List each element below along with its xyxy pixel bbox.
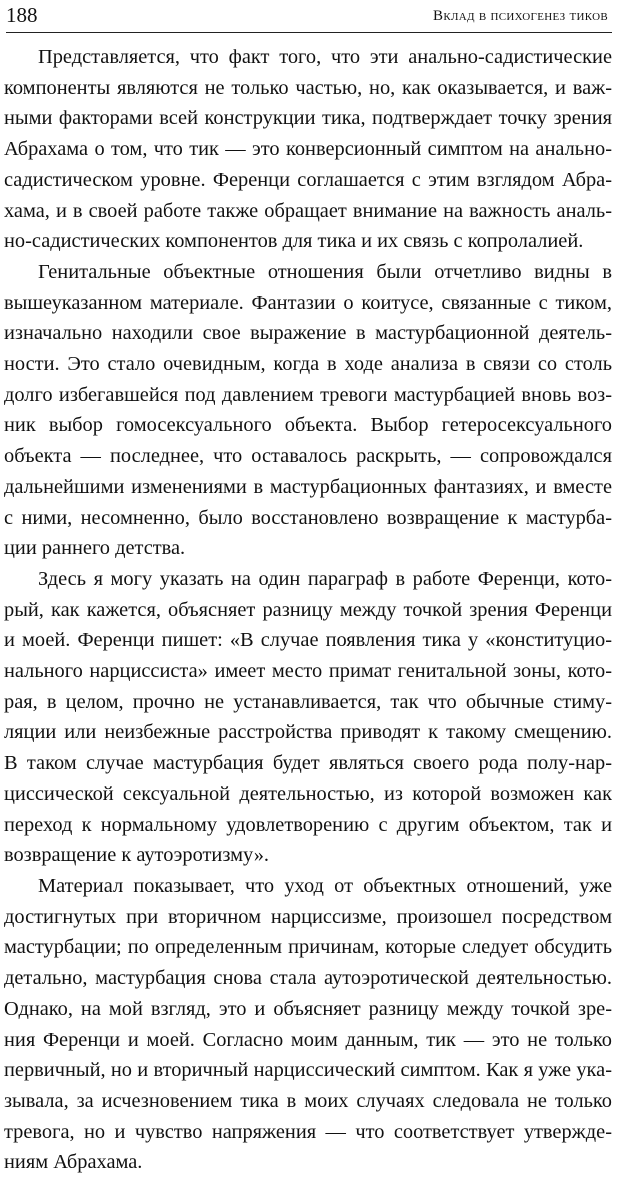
text-line: рый, как кажется, объясняет разницу между точкой зрения Ференци [4,598,612,621]
text-line: зывала, за исчезновением тика в моих случаях следовала не только [4,1089,612,1112]
text-line: В таком случае мастурбация будет являться своего рода полу-нар- [4,752,612,775]
paragraph [4,42,612,257]
text-line: Представляется, что факт того, что эти анально-садистические [38,46,612,68]
text-line: достигнутых при вторичном нарциссизме, произошел посредством [4,905,612,928]
text-line: Абрахама о том, что тик — это конверсионный симптом на анально- [4,138,612,161]
text-line: изначально находили свое выражение в мастурбационной деятель- [4,322,612,345]
page-header [6,2,612,33]
text-line: Здесь я могу указать на один параграф в работе Ференци, кото- [38,567,612,590]
text-line: но-садистических компонентов для тика и их связь с копролалией. [4,230,584,253]
text-line: детально, мастурбация снова стала аутоэротической деятельностью. [4,967,612,990]
text-line: и моей. Ференци пишет: «В случае появления тика у «конституцио- [4,629,612,652]
text-line: вышеуказанном материале. Фантазии о коитусе, связанные с тиком, [4,291,612,314]
text-line: тревога, но и чувство напряжения — что соответствует утвержде- [4,1120,612,1143]
text-line: мастурбации; по определенным причинам, которые следует обсудить [4,936,612,959]
body-text [4,42,612,1178]
text-line: ции раннего детства. [4,537,186,560]
text-line: первичный, но и вторичный нарциссический симптом. Как я уже ука- [4,1059,612,1082]
text-line: Генитальные объектные отношения были отчетливо видны в [38,260,612,283]
paragraph [4,564,612,871]
text-line: долго избегавшейся под давлением тревоги мастурбацией вновь воз- [4,383,612,406]
text-line: дальнейшими изменениями в мастурбационных фантазиях, и вместе [4,475,612,498]
text-line: ными факторами всей конструкции тика, подтверждает точку зрения [4,107,612,130]
page-number: 188 [6,3,38,27]
text-line: ляции или неизбежные расстройства приводят к такому смещению. [4,721,612,744]
text-line: возвращение к аутоэротизму». [4,844,269,867]
text-line: нального нарциссиста» имеет место примат генитальной зоны, кото- [4,660,612,683]
paragraph [4,257,612,564]
text-line: ния Ференци и моей. Согласно моим данным, тик — это не только [4,1028,612,1051]
text-line: садистическом уровне. Ференци соглашается с этим взглядом Абра- [4,168,612,191]
paragraph [4,871,612,1178]
text-line: циссической сексуальной деятельностью, из которой возможен как [4,782,612,805]
text-line: ности. Это стало очевидным, когда в ходе анализа в связи со столь [4,353,612,376]
text-line: хама, и в своей работе также обращает внимание на важность аналь- [4,199,612,222]
text-line: объекта — последнее, что оставалось раскрыть, — сопровождался [4,445,612,468]
text-line: Материал показывает, что уход от объектных отношений, уже [38,874,612,897]
text-line: переход к нормальному удовлетворению с другим объектом, так и [4,813,612,836]
text-line: Однако, на мой взгляд, это и объясняет разницу между точкой зре- [4,997,612,1020]
text-line: ник выбор гомосексуального объекта. Выбор гетеросексуального [4,414,612,437]
text-line: компоненты являются не только частью, но, как оказывается, и важ- [4,76,612,99]
running-title: Вклад в психогенез тиков [433,8,608,24]
text-line: рая, в целом, прочно не устанавливается, так что обычные стиму- [4,690,612,713]
text-line: с ними, несомненно, было восстановлено возвращение к мастурба- [4,506,612,529]
text-line: ниям Абрахама. [4,1151,143,1174]
